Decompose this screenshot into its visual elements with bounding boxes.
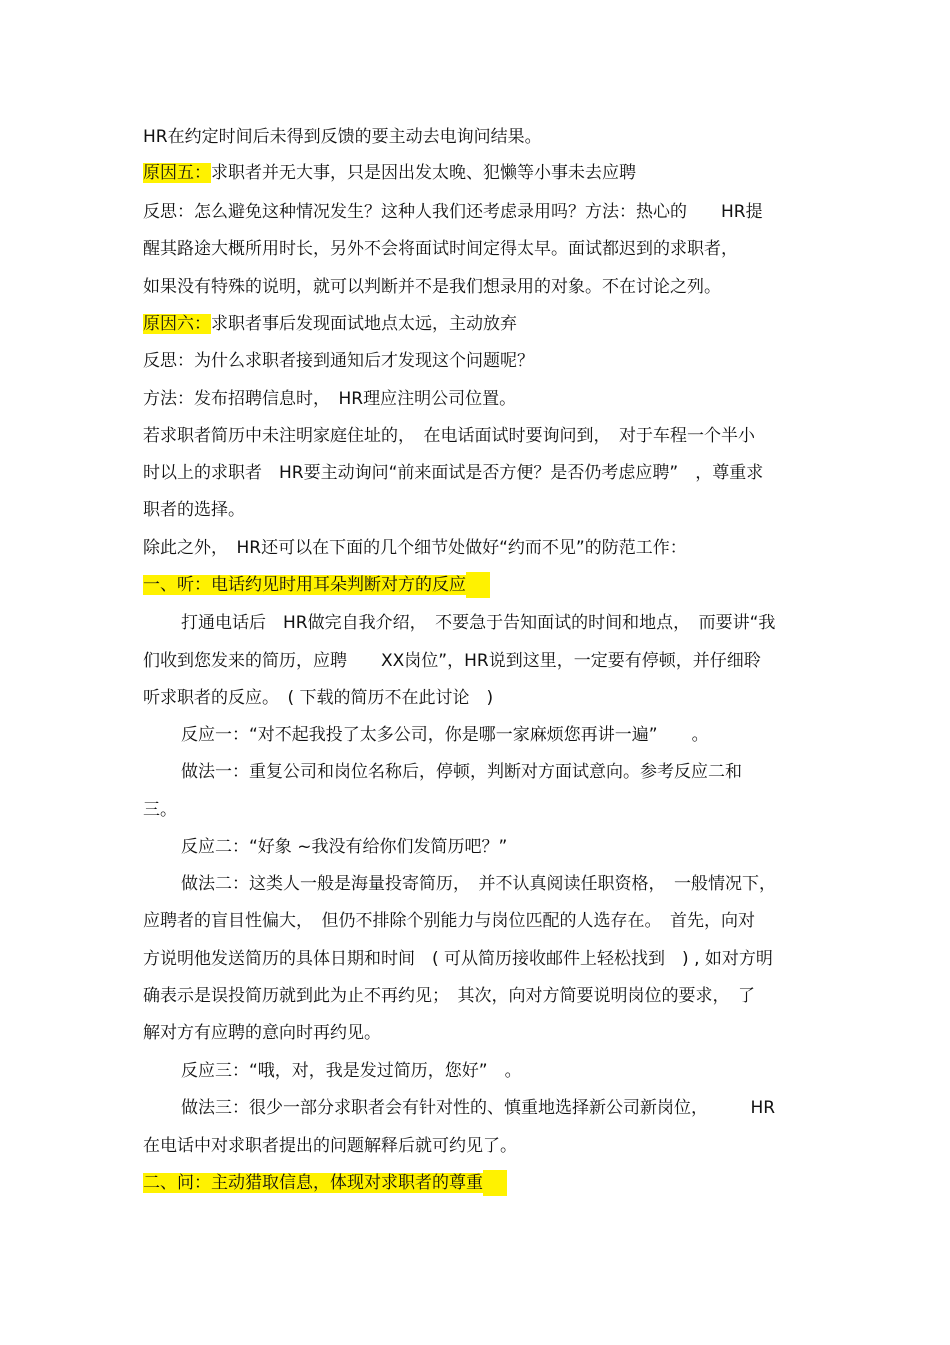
section-heading-text: 二、问：主动猎取信息，体现对求职者的尊重 [143,1173,483,1193]
paragraph-line: 除此之外， HR还可以在下面的几个细节处做好“约而不见”的防范工作： [143,538,687,558]
paragraph-line: 打通电话后 HR做完自我介绍， 不要急于告知面试的时间和地点， 而要讲“我 [181,613,776,633]
paragraph-line: 应聘者的盲目性偏大， 但仍不排除个别能力与岗位匹配的人选存在。 首先，向对 [143,911,755,931]
paragraph-line: 时以上的求职者 HR要主动询问“前来面试是否方便？是否仍考虑应聘” ，尊重求 [143,463,764,483]
paragraph-line: 方法：发布招聘信息时， HR理应注明公司位置。 [143,389,517,409]
paragraph-line: 反思：为什么求职者接到通知后才发现这个问题呢？ [143,351,534,371]
reason-six-label: 原因六： [143,314,211,334]
paragraph-line: 如果没有特殊的说明，就可以判断并不是我们想录用的对象。不在讨论之列。 [143,277,721,297]
paragraph-line: 听求职者的反应。 ( 下载的简历不在此讨论 ) [143,688,494,708]
paragraph-line: 醒其路途大概所用时长，另外不会将面试时间定得太早。面试都迟到的求职者， [143,239,738,259]
paragraph-line: 做法二：这类人一般是海量投寄简历， 并不认真阅读任职资格， 一般情况下， [181,874,776,894]
section-heading-ask [143,1170,507,1196]
highlight-padding [483,1170,507,1196]
paragraph-line: 若求职者简历中未注明家庭住址的， 在电话面试时要询问到， 对于车程一个半小 [143,426,755,446]
paragraph-line: 方说明他发送简历的具体日期和时间 ( 可从简历接收邮件上轻松找到 ) , 如对方明 [143,949,773,969]
paragraph-line: 确表示是误投简历就到此为止不再约见； 其次，向对方简要说明岗位的要求， 了 [143,986,755,1006]
paragraph-line: 职者的选择。 [143,500,245,520]
paragraph-line: 做法三：很少一部分求职者会有针对性的、慎重地选择新公司新岗位， HR [181,1098,776,1118]
reason-five-text: 求职者并无大事，只是因出发太晚、犯懒等小事未去应聘 [211,163,636,183]
paragraph-line: 做法一：重复公司和岗位名称后，停顿，判断对方面试意向。参考反应二和 [181,762,742,782]
paragraph-line: 在电话中对求职者提出的问题解释后就可约见了。 [143,1136,517,1156]
reason-five-label: 原因五： [143,163,211,183]
section-heading-listen [143,572,490,598]
paragraph-line: 反应一：“对不起我投了太多公司，你是哪一家麻烦您再讲一遍” 。 [181,725,709,745]
reason-six-line [143,311,517,337]
highlight-padding [466,572,490,598]
paragraph-line: 三。 [143,800,177,820]
paragraph-line: 们收到您发来的简历，应聘 XX岗位”，HR说到这里，一定要有停顿，并仔细聆 [143,651,761,671]
paragraph-line: 反应三：“哦，对，我是发过简历，您好” 。 [181,1061,522,1081]
paragraph-line: 反思：怎么避免这种情况发生？这种人我们还考虑录用吗？方法：热心的 HR提 [143,202,763,222]
paragraph-line: 解对方有应聘的意向时再约见。 [143,1023,381,1043]
paragraph-line: HR在约定时间后未得到反馈的要主动去电询问结果。 [143,127,542,147]
reason-six-text: 求职者事后发现面试地点太远，主动放弃 [211,314,517,334]
section-heading-text: 一、听：电话约见时用耳朵判断对方的反应 [143,575,466,595]
reason-five-line [143,160,636,186]
paragraph-line: 反应二：“好象 ~我没有给你们发简历吧？” [181,837,508,857]
